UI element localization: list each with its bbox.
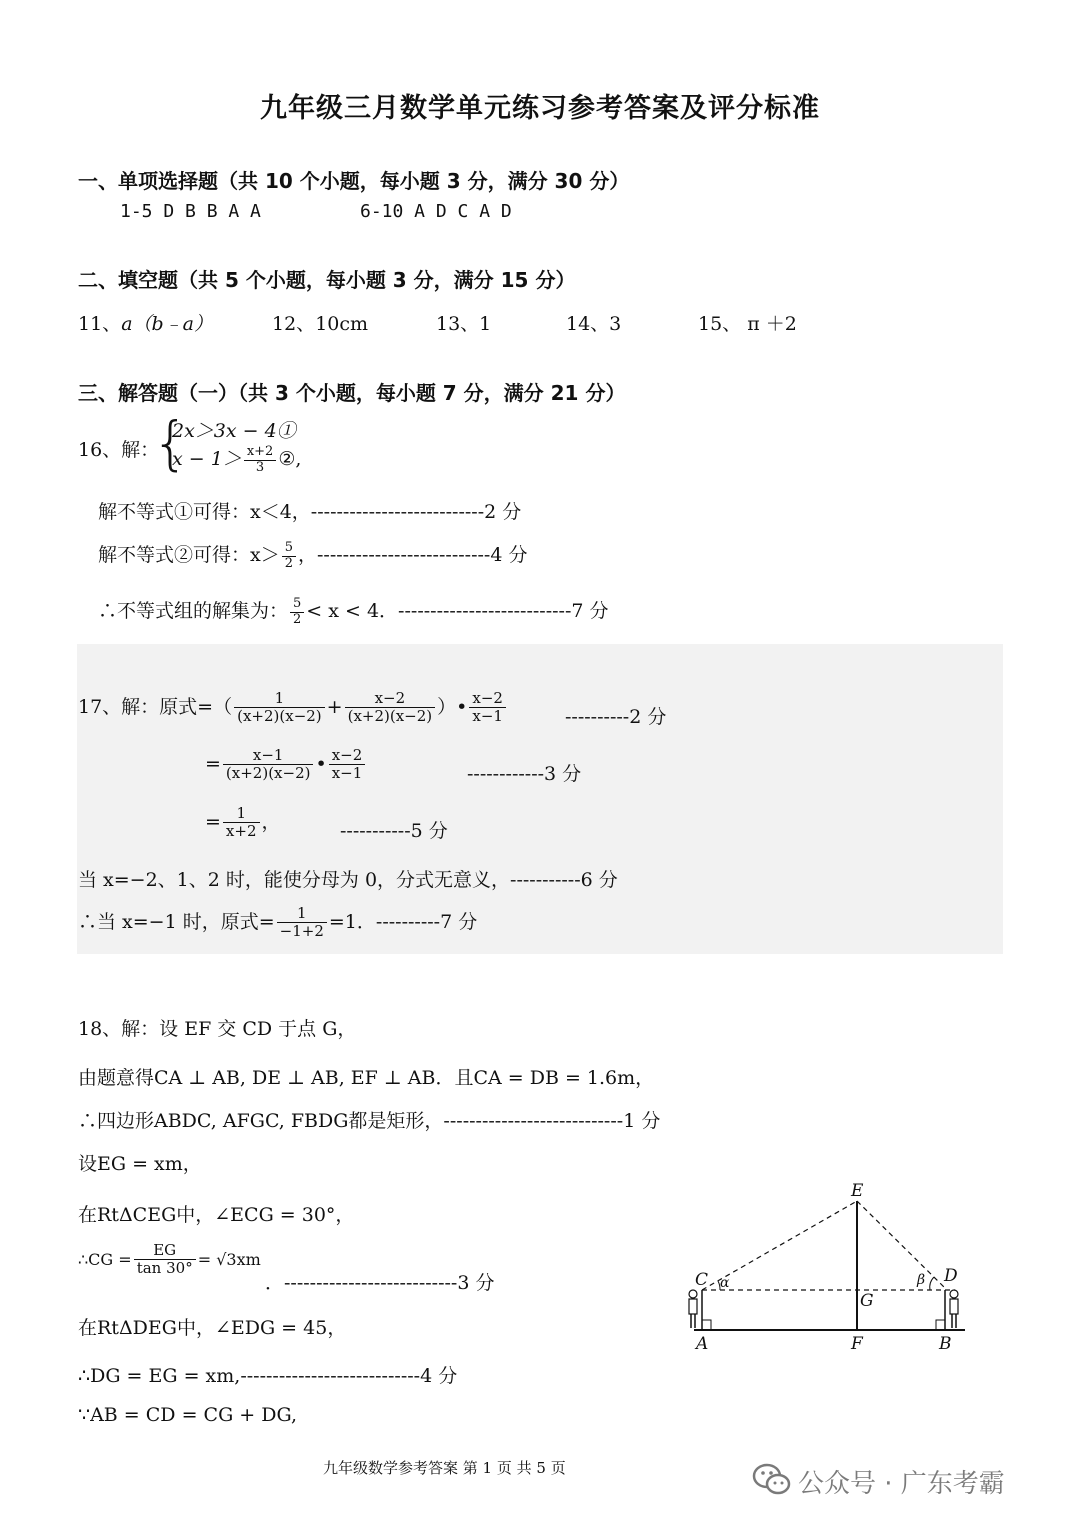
q16-ineq2-tail: ②, xyxy=(278,448,302,470)
label-e: E xyxy=(851,1181,864,1201)
label-b: B xyxy=(939,1334,952,1354)
fraction-numerator: x+2 xyxy=(244,445,277,461)
q17-fraction-6 xyxy=(223,805,260,841)
q17-line-4: 当 x=−2、1、2 时，能使分母为 0，分式无意义，-----------6 分 xyxy=(78,869,618,891)
fraction-denominator: (x+2)(x−2) xyxy=(225,764,311,783)
fraction-numerator: x−1 xyxy=(223,747,314,765)
q16-step-3 xyxy=(98,596,609,627)
fraction-denominator: x−1 xyxy=(472,707,503,726)
q16-step3-fraction xyxy=(290,597,304,628)
fraction-numerator: x−2 xyxy=(345,690,436,708)
label-alpha: α xyxy=(720,1275,730,1291)
q17-score-2: ------------3 分 xyxy=(467,763,582,785)
q17-line5-text: ∴当 x=−1 时，原式= xyxy=(78,910,275,933)
fraction-numerator: 1 xyxy=(234,690,325,708)
q18-line6-result: = √3xm xyxy=(197,1249,261,1269)
q17-line-2 xyxy=(205,747,367,783)
answer-13: 13、1 xyxy=(436,313,492,335)
q18-line-3: ∴四边形ABDC, AFGC, FBDG都是矩形，----------------------------1 分 xyxy=(78,1110,661,1132)
fraction-numerator: x−2 xyxy=(469,690,506,708)
q18-fraction xyxy=(134,1242,196,1278)
fraction-denominator: −1+2 xyxy=(279,922,324,941)
watermark-text: 公众号 · 广东考霸 xyxy=(798,1469,1005,1499)
answer-12 xyxy=(272,309,368,336)
fraction-denominator: (x+2)(x−2) xyxy=(237,707,322,726)
label-d: D xyxy=(944,1266,958,1286)
q16-label: 16、解： xyxy=(78,439,160,461)
section-2-heading: 二、填空题（共 5 个小题，每小题 3 分，满分 15 分） xyxy=(78,268,576,292)
fraction-numerator: 5 xyxy=(282,541,296,557)
system-brace: { xyxy=(152,409,189,477)
q17-fraction-4 xyxy=(223,747,314,783)
q16-step2-score: ，---------------------------4 分 xyxy=(298,544,528,566)
label-beta: β xyxy=(917,1272,926,1288)
answer-11-label: 11、 xyxy=(78,313,122,335)
equals-sign: = xyxy=(205,810,221,833)
q16-ineq2-left: x − 1＞ xyxy=(172,448,242,470)
wechat-icon xyxy=(752,1462,792,1502)
fraction-numerator: EG xyxy=(134,1242,196,1260)
answer-14: 14、3 xyxy=(566,313,622,335)
q18-line-1: 18、解：设 EF 交 CD 于点 G， xyxy=(78,1018,357,1040)
answers-6-10: 6-10 A D C A D xyxy=(360,201,512,222)
q17-fraction-1 xyxy=(234,690,325,726)
person-left xyxy=(689,1290,697,1328)
right-angle-a xyxy=(702,1320,711,1330)
q17-fraction-7 xyxy=(277,905,327,941)
q18-line-5: 在RtΔCEG中，∠ECG = 30°， xyxy=(78,1204,355,1226)
fraction-denominator: 2 xyxy=(293,611,302,627)
answer-11-value: a（b﹣a） xyxy=(121,313,214,335)
q18-line6-text: ∴CG = xyxy=(78,1249,132,1269)
answer-15: 15、 π ＋2 xyxy=(698,313,797,335)
q17-score-3: -----------5 分 xyxy=(340,820,448,842)
answer-11 xyxy=(78,309,213,336)
dot-sign: • xyxy=(315,752,327,775)
label-a: A xyxy=(696,1334,709,1354)
q16-step-2 xyxy=(98,540,527,571)
q16-step3-score: < x < 4．---------------------------7 分 xyxy=(306,600,609,622)
q17-line-1 xyxy=(78,690,508,726)
q16-step2-fraction xyxy=(282,541,296,572)
q17-line-5 xyxy=(78,905,477,941)
geometry-figure xyxy=(680,1175,980,1355)
close-paren: ）• xyxy=(437,695,468,718)
label-f: F xyxy=(851,1334,863,1354)
fraction-denominator: 3 xyxy=(255,459,265,475)
comma: ， xyxy=(261,810,281,833)
q18-line-9: ∵AB = CD = CG + DG, xyxy=(78,1404,298,1426)
right-angle-b xyxy=(936,1320,945,1330)
q18-line6-score: ．---------------------------3 分 xyxy=(265,1272,495,1294)
fraction-denominator: x−1 xyxy=(331,764,363,783)
answer-12-label: 12、 xyxy=(272,313,316,335)
q17-line-3 xyxy=(205,805,281,841)
fraction-denominator: 2 xyxy=(284,555,293,571)
q16-inequality-1: 2x＞3x − 4① xyxy=(172,420,296,442)
dashed-line-ed xyxy=(857,1201,945,1288)
q17-label: 17、解：原式=（ xyxy=(78,695,233,718)
q16-ineq2-fraction xyxy=(244,445,277,476)
label-c: C xyxy=(695,1270,709,1290)
q18-line-4: 设EG = xm， xyxy=(78,1153,202,1175)
q17-line5-score: =1．----------7 分 xyxy=(328,910,478,933)
q17-fraction-5 xyxy=(329,747,366,783)
q18-line-8: ∴DG = EG = xm,----------------------------4 分 xyxy=(78,1365,458,1387)
plus-sign: + xyxy=(326,695,343,718)
label-g: G xyxy=(860,1291,874,1311)
q16-step2-text: 解不等式②可得：x＞ xyxy=(98,544,280,566)
answers-1-5: 1-5 D B B A A xyxy=(120,201,261,222)
fraction-numerator: 5 xyxy=(290,597,304,613)
q17-score-1: ----------2 分 xyxy=(565,706,667,728)
fraction-numerator: 1 xyxy=(277,905,327,923)
fraction-numerator: 1 xyxy=(223,805,260,823)
page-title: 九年级三月数学单元练习参考答案及评分标准 xyxy=(260,93,820,124)
q17-fraction-3 xyxy=(469,690,506,726)
q16-step3-text: ∴不等式组的解集为： xyxy=(98,600,289,622)
fraction-denominator: (x+2)(x−2) xyxy=(347,707,433,726)
angle-arc-beta xyxy=(930,1277,934,1290)
q18-line-6 xyxy=(78,1242,261,1278)
q18-line-7: 在RtΔDEG中，∠EDG = 45， xyxy=(78,1317,347,1339)
fraction-denominator: tan 30° xyxy=(136,1259,193,1278)
equals-sign: = xyxy=(205,752,221,775)
q17-fraction-2 xyxy=(345,690,436,726)
q16-inequality-2 xyxy=(172,444,301,475)
q16-step-1: 解不等式①可得：x＜4，---------------------------2 分 xyxy=(98,501,522,523)
answer-12-value: 10cm xyxy=(315,313,369,335)
section-1-heading: 一、单项选择题（共 10 个小题，每小题 3 分，满分 30 分） xyxy=(78,169,630,193)
fraction-numerator: x−2 xyxy=(329,747,366,765)
person-right xyxy=(950,1290,958,1328)
fraction-denominator: x+2 xyxy=(225,822,257,841)
section-3-heading: 三、解答题（一）（共 3 个小题，每小题 7 分，满分 21 分） xyxy=(78,381,626,405)
q18-line-2: 由题意得CA ⊥ AB, DE ⊥ AB, EF ⊥ AB．且CA = DB = 1.6m， xyxy=(78,1067,655,1089)
page-footer: 九年级数学参考答案 第 1 页 共 5 页 xyxy=(323,1459,566,1477)
